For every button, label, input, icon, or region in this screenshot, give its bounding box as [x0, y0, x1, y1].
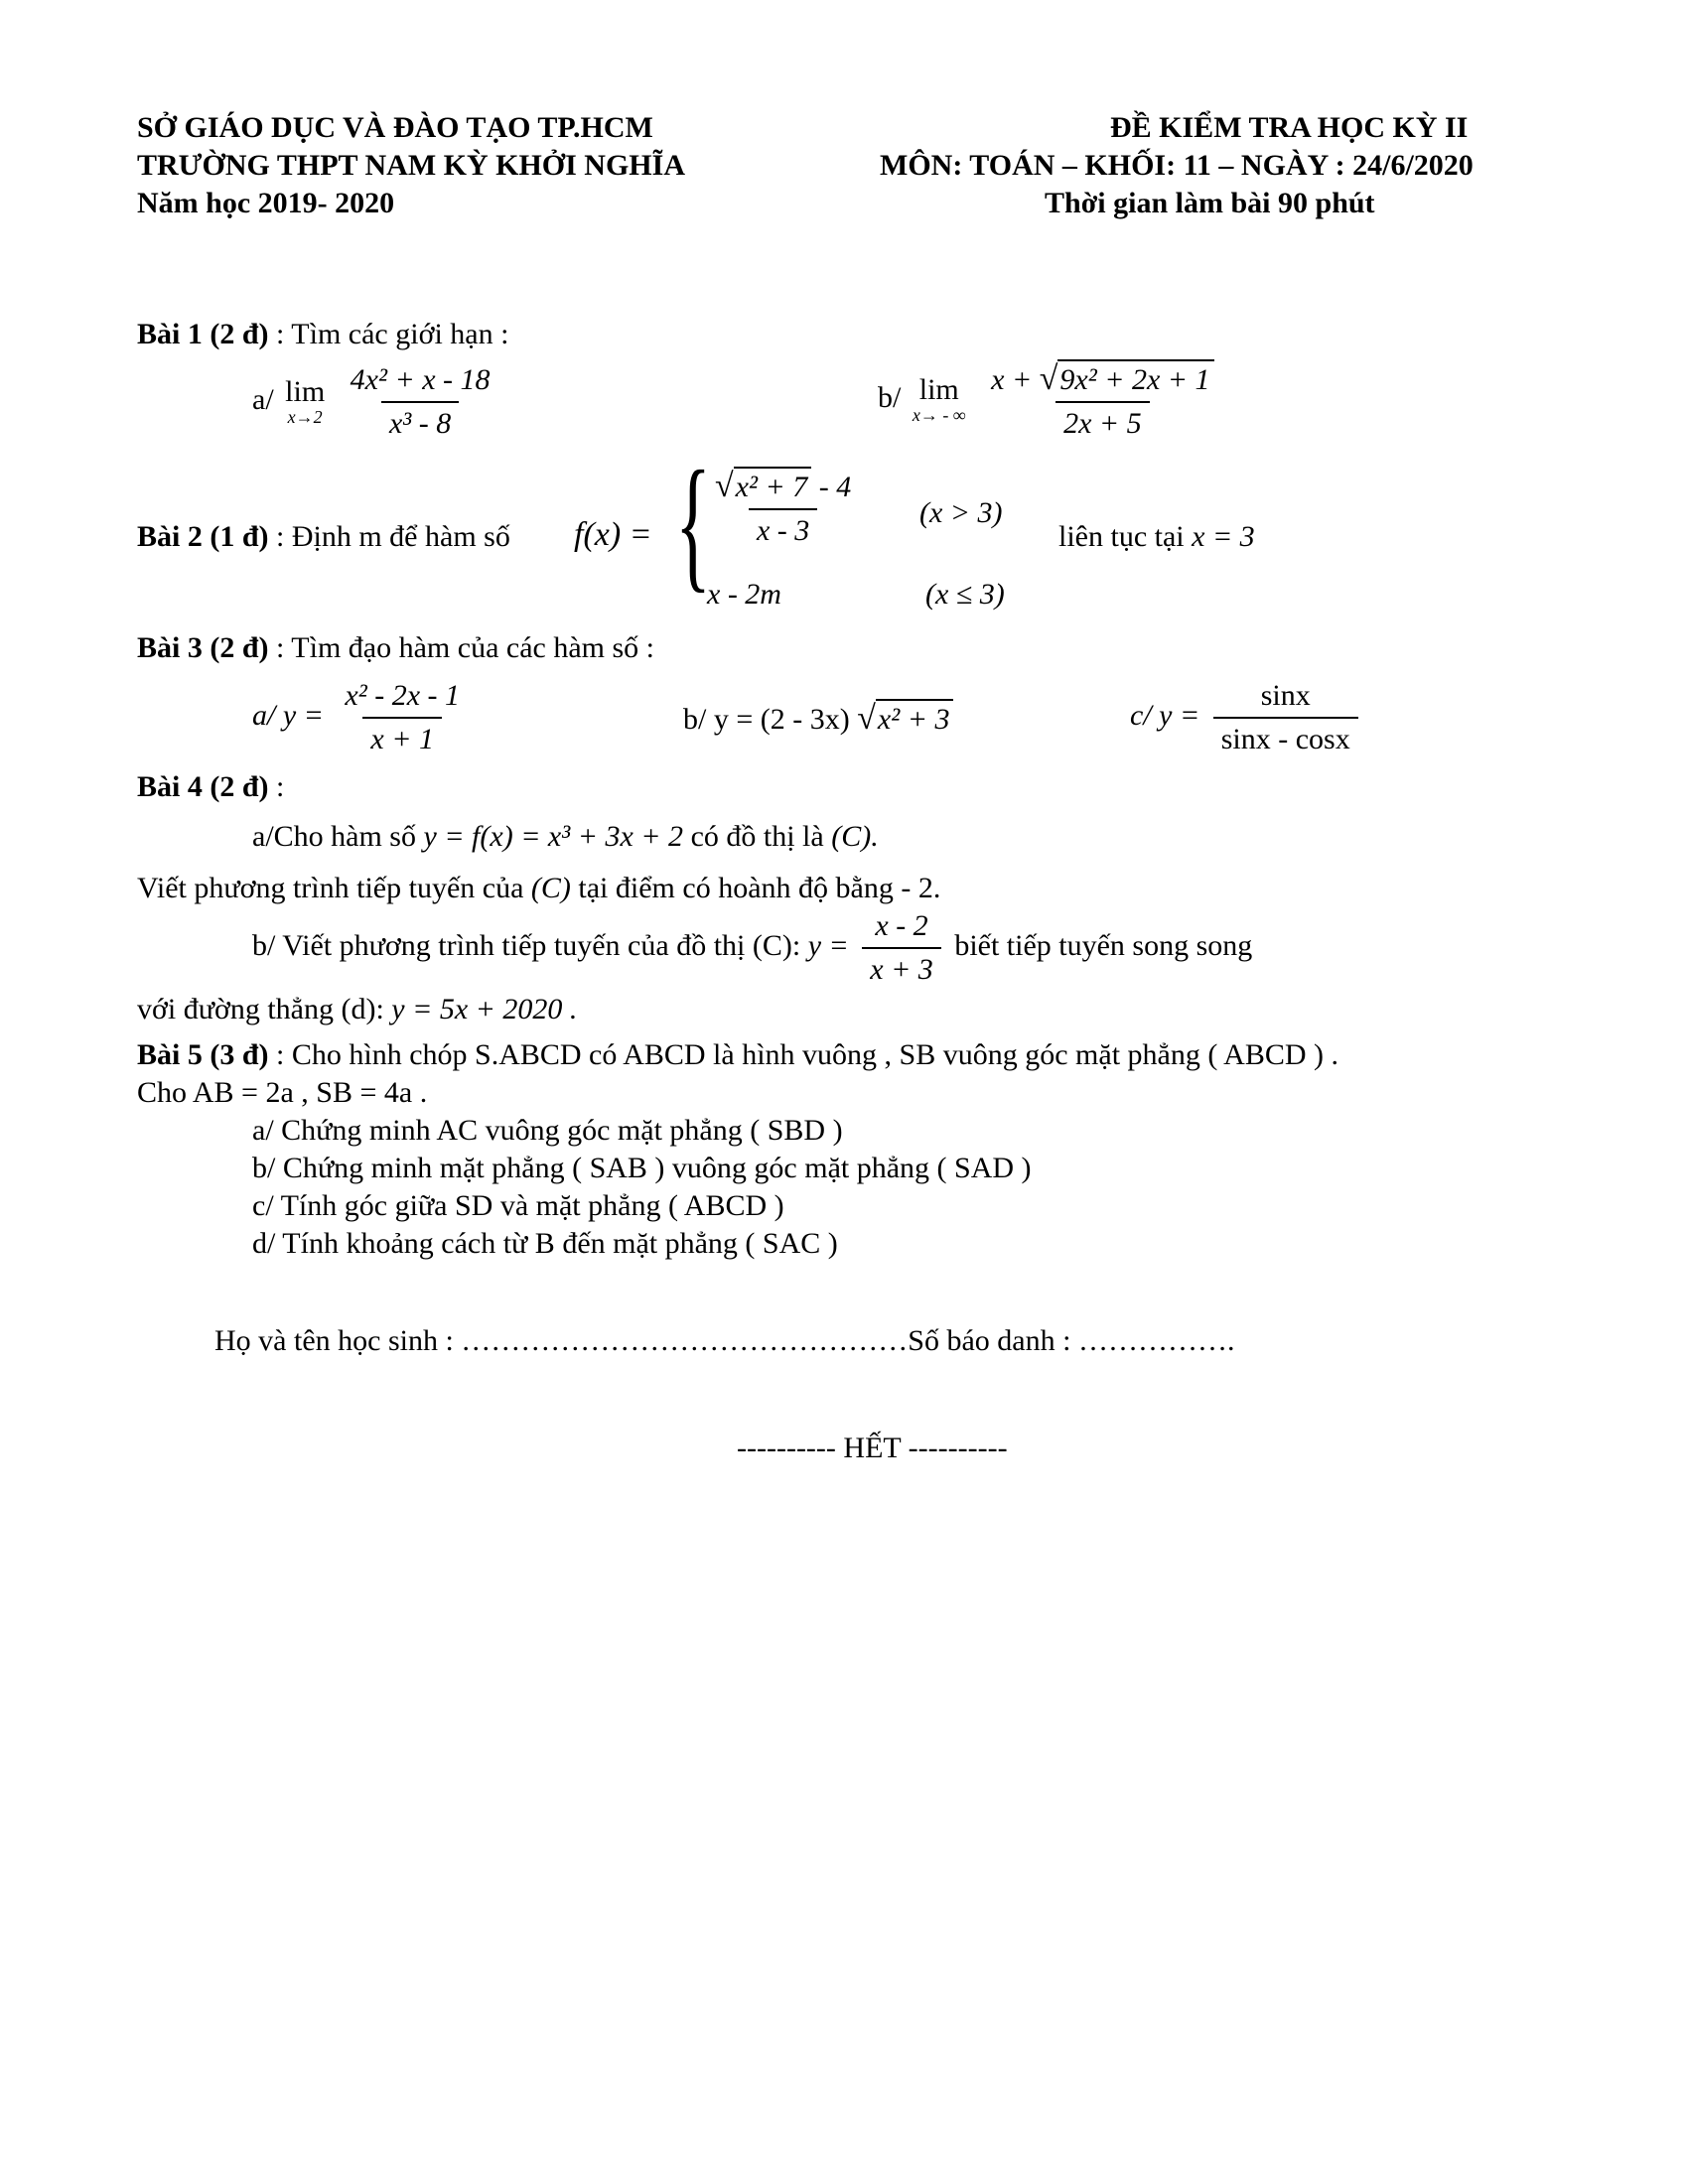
bai4-a-line2-val: - 2. [901, 872, 941, 904]
exam-subject: MÔN: TOÁN – KHỐI: 11 – NGÀY : 24/6/2020 [880, 149, 1474, 182]
bai1-b-den: 2x + 5 [1055, 401, 1150, 441]
bai5-c: c/ Tính góc giữa SD và mặt phẳng ( ABCD ) [252, 1189, 784, 1222]
school-department: SỞ GIÁO DỤC VÀ ĐÀO TẠO TP.HCM [137, 111, 653, 144]
exam-title: ĐỀ KIỂM TRA HỌC KỲ II [1110, 111, 1469, 144]
bai5-line2: Cho AB = 2a , SB = 4a . [137, 1076, 428, 1109]
bai3-c-den: sinx - cosx [1213, 717, 1358, 756]
bai3-heading [137, 631, 654, 665]
bai2-case1-num [707, 467, 859, 508]
bai2-case1 [701, 467, 865, 548]
bai5-b: b/ Chứng minh mặt phẳng ( SAB ) vuông góc mặt phẳng ( SAD ) [252, 1152, 1032, 1184]
bai2-case1-cond: (x > 3) [919, 496, 1003, 529]
bai2-fx: f(x) = [574, 516, 652, 553]
bai3-a-num: x² - 2x - 1 [345, 679, 461, 712]
lim-sub: x→2 [287, 407, 323, 427]
bai2-brace: { [675, 441, 711, 606]
bai2-case2-cond: (x ≤ 3) [925, 578, 1005, 611]
bai4-a-line1 [252, 820, 879, 854]
bai4-b-line1 [252, 909, 1252, 987]
school-year: Năm học 2019- 2020 [137, 187, 395, 219]
bai4-b-num: x - 2 [875, 909, 928, 942]
lim-text: lim [918, 373, 959, 406]
bai2-tail-text: liên tục tại [1058, 520, 1185, 553]
bai2-text: : Định m để hàm số [268, 520, 510, 553]
bai4-title: Bài 4 (2 đ) [137, 770, 269, 803]
bai1-b [878, 359, 1228, 441]
bai5-text: : Cho hình chóp S.ABCD có ABCD là hình vuông , SB vuông góc mặt phẳng ( ABCD ) . [268, 1038, 1339, 1071]
bai1-a-num: 4x² + x - 18 [350, 363, 491, 396]
bai4-b-line2 [137, 993, 577, 1026]
bai4-a-line2 [137, 872, 940, 905]
bai3-c-label: c/ y = [1130, 698, 1200, 732]
bai1-a-den: x³ - 8 [381, 401, 459, 441]
bai2-heading [137, 520, 510, 554]
bai4-b-post: biết tiếp tuyến song song [954, 928, 1253, 962]
bai4-heading [137, 770, 284, 804]
bai3-b-radicand: x² + 3 [876, 699, 954, 737]
bai3-b-label: b/ y = (2 - 3x) [683, 703, 850, 736]
bai4-a-pre: a/Cho hàm số [252, 820, 416, 853]
bai2-case1-den: x - 3 [749, 508, 817, 548]
bai5-title: Bài 5 (3 đ) [137, 1038, 269, 1071]
bai1-a-fraction [343, 363, 498, 441]
bai1-a-label: a/ [252, 382, 274, 416]
bai2-case1-radicand: x² + 7 [734, 467, 812, 504]
bai3-a [252, 679, 474, 756]
bai4-a-fn: y = f(x) = x³ + 3x + 2 [423, 820, 684, 853]
bai3-a-fraction [337, 679, 468, 756]
sqrt: √ x² + 7 [715, 467, 811, 504]
sqrt: √ 9x² + 2x + 1 [1040, 359, 1214, 397]
bai4-b-pre: b/ Viết phương trình tiếp tuyến của đồ thị (C): [252, 928, 801, 962]
bai1-text: : Tìm các giới hạn : [268, 318, 509, 350]
bai2-case2: x - 2m [707, 578, 781, 611]
lim-text: lim [285, 375, 326, 408]
bai4-b-fraction [862, 909, 941, 987]
bai2-title: Bài 2 (1 đ) [137, 520, 269, 553]
student-info-line: Họ và tên học sinh : ………………………………………Số báo danh : ……………. [214, 1324, 1235, 1357]
bai3-title: Bài 3 (2 đ) [137, 631, 269, 664]
bai3-c-fraction [1213, 679, 1358, 756]
bai2-tail-x: x = 3 [1192, 520, 1255, 553]
end-marker: ---------- HẾT ---------- [737, 1432, 1008, 1464]
bai1-a [252, 363, 504, 441]
bai4-b-den: x + 3 [862, 947, 941, 987]
bai1-b-radicand: 9x² + 2x + 1 [1057, 359, 1213, 397]
bai4-a-line2-pre: Viết phương trình tiếp tuyến của [137, 872, 524, 904]
exam-duration: Thời gian làm bài 90 phút [1045, 187, 1375, 219]
bai5-d: d/ Tính khoảng cách từ B đến mặt phẳng ( SAC ) [252, 1227, 838, 1260]
bai1-b-num-pre: x + [991, 363, 1033, 396]
bai4-a-line2-c: (C) [530, 872, 571, 904]
bai3-text: : Tìm đạo hàm của các hàm số : [268, 631, 655, 664]
bai4-a-line2-post: tại điểm có hoành độ bằng [578, 872, 894, 904]
bai1-b-num [983, 359, 1221, 401]
school-name: TRƯỜNG THPT NAM KỲ KHỞI NGHĨA [137, 149, 685, 182]
bai2-case1-fraction [707, 467, 859, 548]
bai4-b-line2-eq: y = 5x + 2020 . [391, 993, 578, 1025]
bai5-heading [137, 1038, 1338, 1072]
bai4-b-line2-text: với đường thẳng (d): [137, 993, 384, 1025]
bai3-c [1130, 679, 1364, 756]
bai5-a: a/ Chứng minh AC vuông góc mặt phẳng ( SBD ) [252, 1114, 843, 1147]
bai4-b-y: y = [807, 928, 849, 962]
bai2-tail [1058, 520, 1255, 554]
bai1-b-fraction [983, 359, 1221, 441]
bai2-case1-tail: - 4 [818, 471, 852, 503]
bai1-a-lim [285, 377, 325, 427]
bai3-b [683, 699, 953, 737]
bai1-heading [137, 318, 508, 351]
bai1-title: Bài 1 (2 đ) [137, 318, 269, 350]
bai4-a-c: (C). [831, 820, 879, 853]
bai3-a-label: a/ y = [252, 698, 324, 732]
lim-sub: x→ - ∞ [912, 405, 966, 425]
bai3-a-den: x + 1 [362, 717, 442, 756]
bai3-c-num: sinx [1260, 679, 1311, 712]
bai4-colon: : [268, 770, 285, 803]
bai4-a-mid: có đồ thị là [690, 820, 824, 853]
bai1-b-lim [913, 375, 966, 425]
bai1-b-label: b/ [878, 380, 902, 414]
sqrt: √ x² + 3 [857, 699, 953, 737]
